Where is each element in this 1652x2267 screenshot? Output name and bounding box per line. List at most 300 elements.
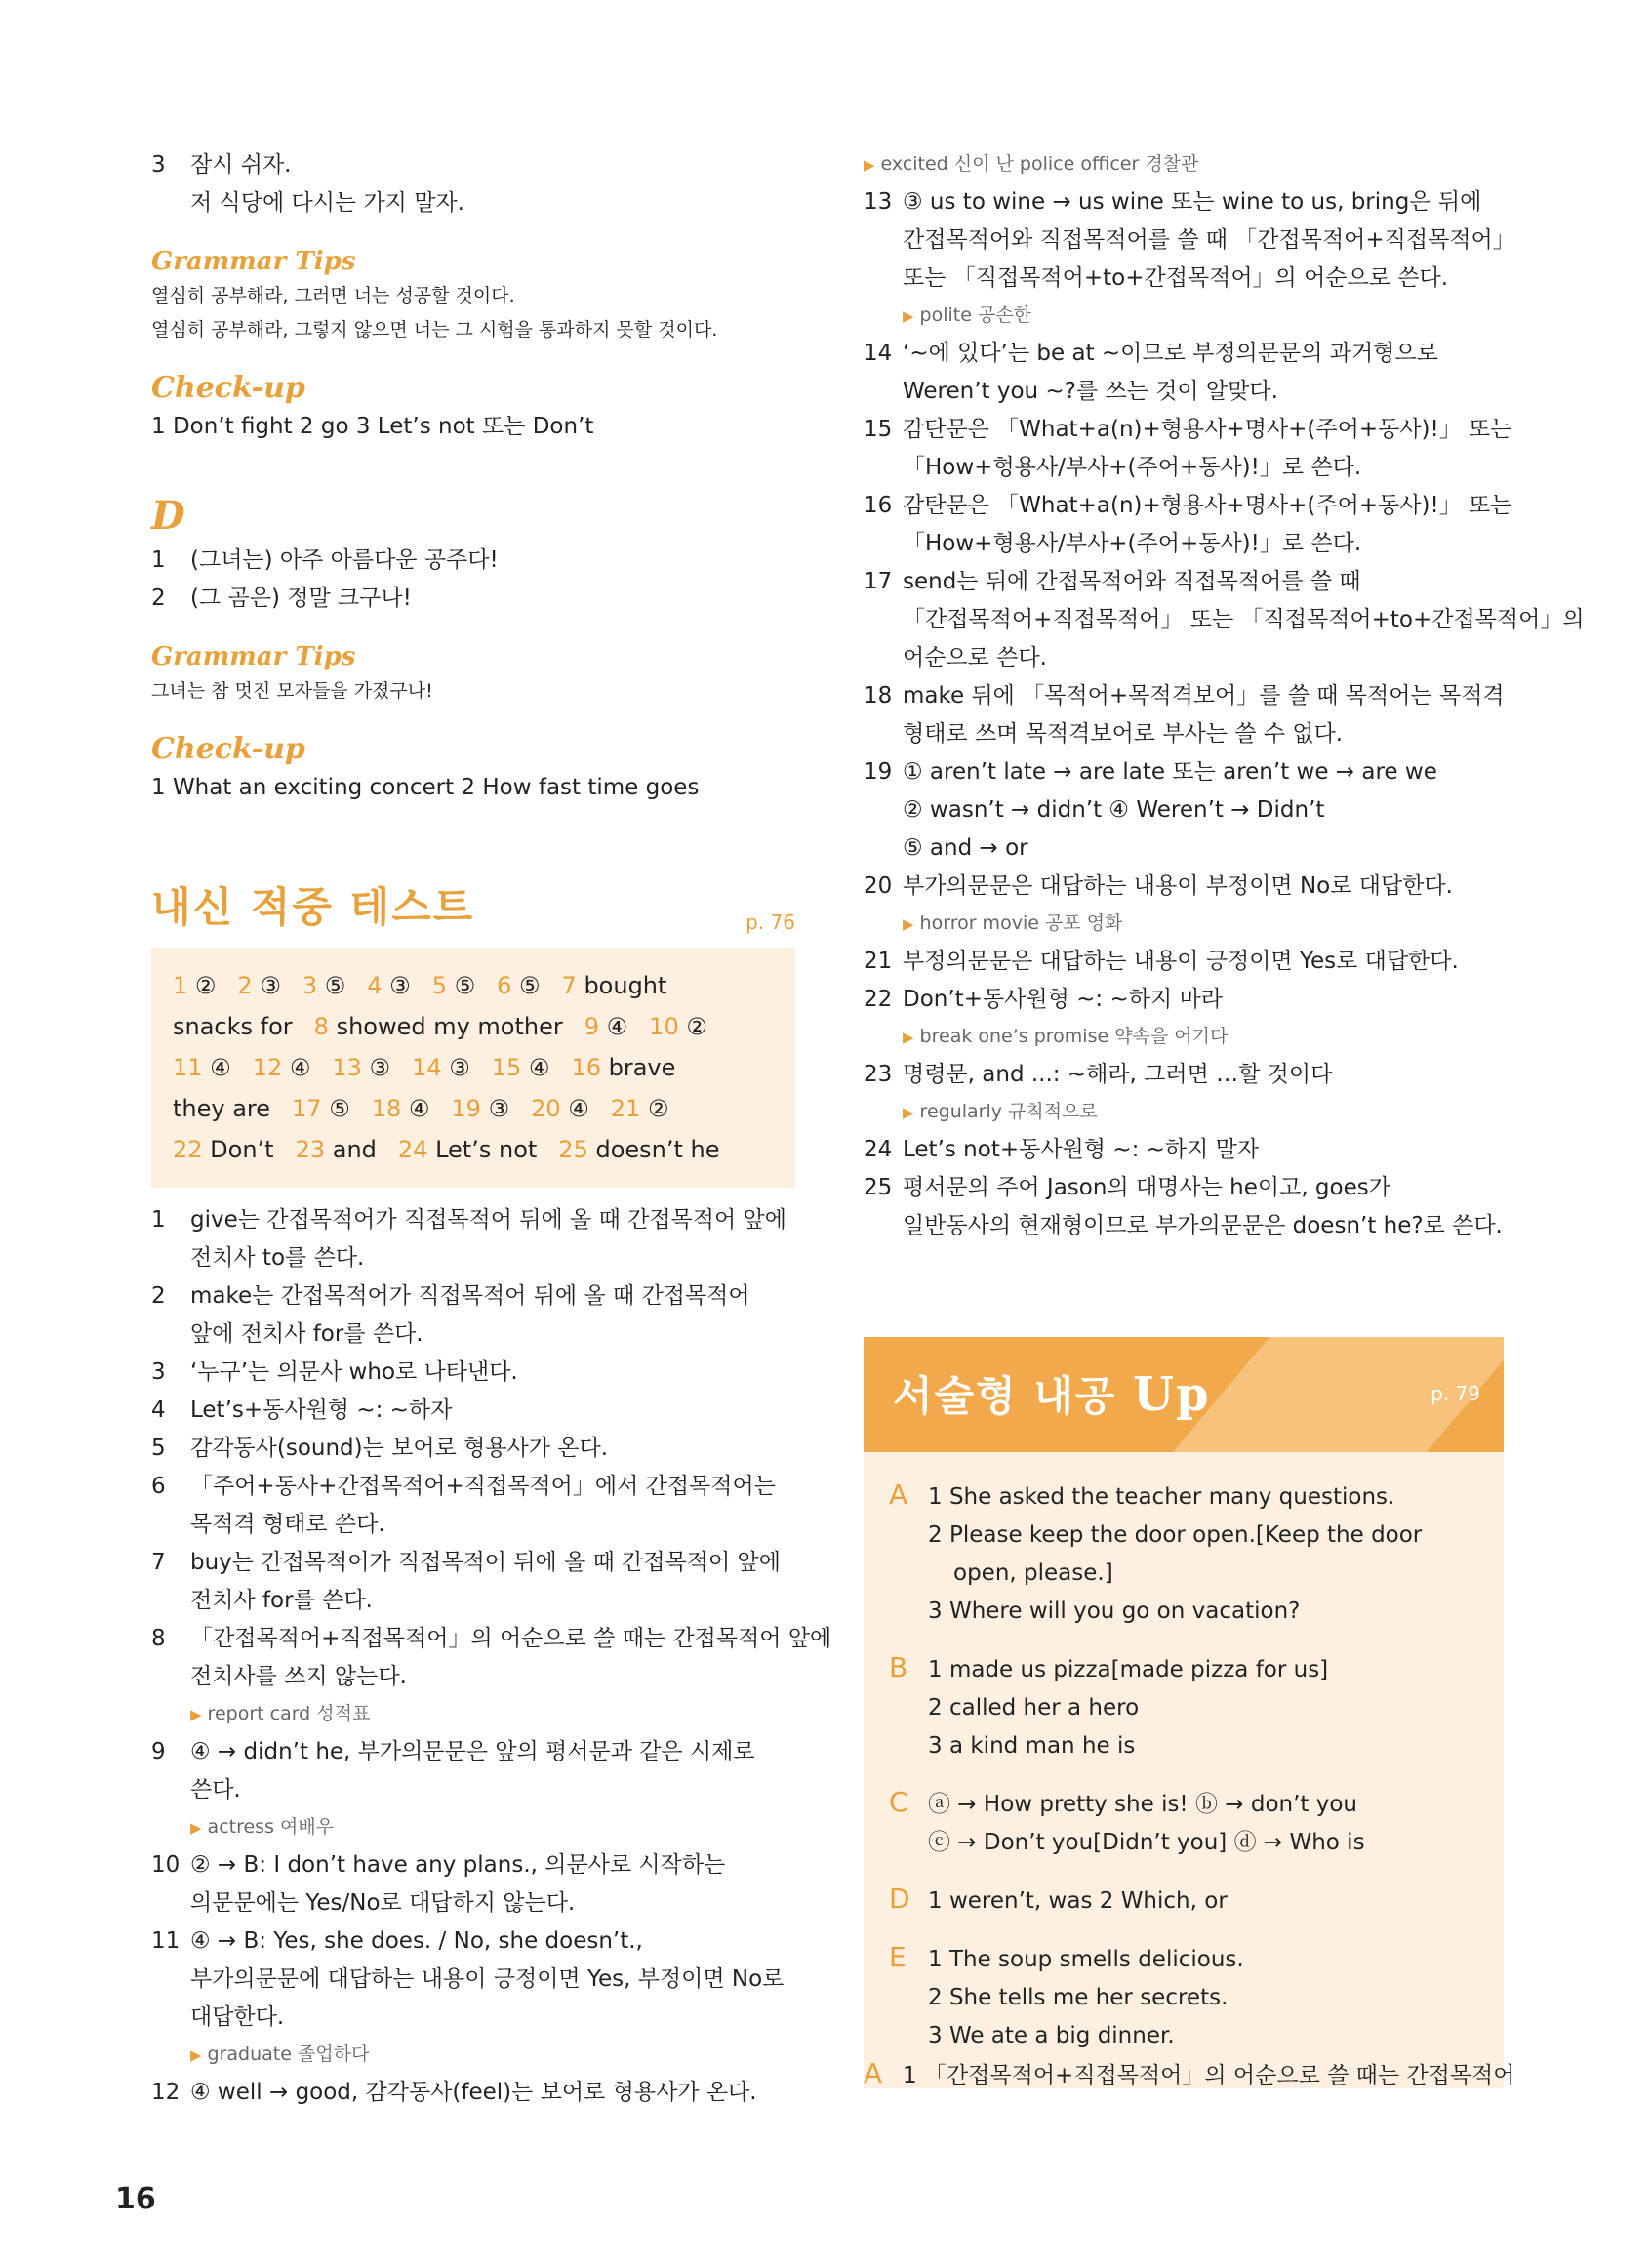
explanation-line bbox=[864, 525, 1508, 563]
item-text: Weren’t you ~?를 쓰는 것이 알맞다. bbox=[903, 379, 1278, 404]
item-text: 「How+형용사/부사+(주어+동사)!」로 쓴다. bbox=[903, 531, 1362, 556]
box-text: Please keep the door open.[Keep the door bbox=[948, 1522, 1423, 1548]
box-num: 3 bbox=[928, 1733, 949, 1759]
checkup-d-answers: 1 What an exciting concert 2 How fast time goes bbox=[151, 775, 700, 800]
item-text: 감탄문은 「What+a(n)+형용사+명사+(주어+동사)!」 또는 bbox=[903, 417, 1512, 442]
list-item bbox=[151, 146, 795, 184]
answer-value: ② bbox=[647, 1095, 669, 1122]
explanation-line bbox=[151, 1771, 795, 1809]
explanation-line bbox=[864, 677, 1508, 715]
item-text: ② wasn’t → didn’t ④ Weren’t → Didn’t bbox=[903, 797, 1325, 823]
answer-value: they are bbox=[173, 1095, 271, 1122]
explanation-line bbox=[864, 639, 1508, 677]
explanation-line bbox=[864, 715, 1508, 753]
item-number: 4 bbox=[151, 1397, 166, 1423]
box-group bbox=[889, 1880, 1478, 1921]
item-text: make 뒤에 「목적어+목적격보어」를 쓸 때 목적어는 목적격 bbox=[903, 683, 1505, 708]
note-text: break one’s promise 약속을 어기다 bbox=[919, 1026, 1229, 1047]
answer-cell bbox=[173, 1013, 293, 1040]
item-text: buy는 간접목적어가 직접목적어 뒤에 올 때 간접목적어 앞에 bbox=[190, 1550, 781, 1575]
grammar-tips-heading: Grammar Tips bbox=[151, 247, 356, 276]
left-explanations bbox=[151, 1201, 832, 2112]
answer-cell bbox=[584, 1013, 627, 1040]
item-text: 앞에 전치사 for를 쓴다. bbox=[190, 1321, 423, 1347]
note-text: report card 성적표 bbox=[207, 1703, 371, 1724]
explanation-line bbox=[864, 943, 1508, 981]
triangle-icon: ▶ bbox=[190, 1706, 202, 1723]
answer-cell bbox=[302, 972, 345, 999]
box-num: 2 bbox=[928, 1985, 949, 2010]
tip-line: 열심히 공부해라, 그러면 너는 성공할 것이다. bbox=[151, 285, 515, 306]
explanation-line bbox=[151, 1733, 795, 1771]
box-num: 1 bbox=[928, 1888, 949, 1914]
answer-number: 21 bbox=[610, 1095, 648, 1122]
box-num: 1 bbox=[928, 1657, 949, 1682]
triangle-icon: ▶ bbox=[190, 1819, 202, 1837]
box-text: The soup smells delicious. bbox=[948, 1947, 1244, 1972]
explanation-line bbox=[151, 1201, 795, 1239]
triangle-icon: ▶ bbox=[903, 1104, 914, 1121]
box-text: ⓒ → Don’t you[Didn’t you] ⓓ → Who is bbox=[928, 1830, 1365, 1855]
answer-value: and bbox=[332, 1136, 377, 1163]
item-text: 전치사 for를 쓴다. bbox=[190, 1588, 373, 1613]
vocab-note bbox=[151, 1696, 795, 1733]
item-text: 평서문의 주어 Jason의 대명사는 he이고, goes가 bbox=[903, 1175, 1390, 1200]
answer-number: 2 bbox=[237, 972, 261, 999]
section-d-heading: D bbox=[151, 493, 185, 539]
answer-cell bbox=[173, 1136, 274, 1163]
answer-number: 23 bbox=[295, 1136, 333, 1163]
item-text: ‘누구’는 의문사 who로 나타낸다. bbox=[190, 1359, 518, 1385]
answer-number: 18 bbox=[371, 1095, 409, 1122]
answer-number: 10 bbox=[649, 1013, 687, 1040]
answer-cell bbox=[571, 1054, 675, 1081]
explanation-line bbox=[864, 183, 1508, 222]
explanation-line bbox=[151, 2074, 795, 2112]
answer-row bbox=[173, 1129, 774, 1170]
item-text: 부가의문문에 대답하는 내용이 긍정이면 Yes, 부정이면 No로 bbox=[190, 1966, 785, 1992]
item-text: (그 곰은) 정말 크구나! bbox=[190, 586, 412, 611]
box-text: made us pizza[made pizza for us] bbox=[948, 1657, 1329, 1682]
checkup-heading-d: Check-up bbox=[151, 732, 305, 766]
answer-cell bbox=[649, 1013, 707, 1040]
explanation-line bbox=[864, 830, 1508, 868]
answer-cell bbox=[398, 1136, 537, 1163]
triangle-icon: ▶ bbox=[190, 2046, 202, 2064]
box-line bbox=[889, 1880, 1478, 1921]
explanation-line bbox=[151, 1544, 795, 1582]
item-number: 14 bbox=[864, 341, 893, 366]
checkup-c-answers: 1 Don’t fight 2 go 3 Let’s not 또는 Don’t bbox=[151, 414, 594, 439]
box-line bbox=[889, 1727, 1478, 1765]
left-column bbox=[151, 146, 832, 2112]
item-number: 1 bbox=[151, 547, 166, 573]
box-num: 2 bbox=[928, 1695, 949, 1720]
grammar-tips-heading-d: Grammar Tips bbox=[151, 642, 356, 671]
explanation-line bbox=[151, 1316, 795, 1354]
item-text: Let’s not+동사원형 ~: ~하지 말자 bbox=[903, 1137, 1260, 1162]
box-line bbox=[889, 1979, 1478, 2017]
vocab-note bbox=[151, 2037, 795, 2074]
explanation-line bbox=[864, 222, 1515, 260]
item-text: 잠시 쉬자. bbox=[190, 152, 292, 178]
box-text: a kind man he is bbox=[948, 1733, 1136, 1759]
box-text: ⓐ → How pretty she is! ⓑ → don’t you bbox=[928, 1792, 1358, 1817]
item-text: 「간접목적어+직접목적어」 또는 「직접목적어+to+간접목적어」의 bbox=[903, 607, 1585, 632]
item-number: 5 bbox=[151, 1436, 166, 1461]
vocab-note bbox=[864, 906, 1508, 943]
item-text: ⑤ and → or bbox=[903, 835, 1028, 861]
box-group bbox=[889, 1783, 1478, 1862]
group-letter: B bbox=[889, 1651, 908, 1683]
item-text: ④ → didn’t he, 부가의문문은 앞의 평서문과 같은 시제로 bbox=[190, 1739, 755, 1764]
explanation-line bbox=[864, 981, 1508, 1019]
box-num: 2 bbox=[928, 1522, 949, 1548]
item-text: 간접목적어와 직접목적어를 쓸 때 「간접목적어+직접목적어」 bbox=[903, 227, 1515, 253]
answer-cell bbox=[332, 1054, 390, 1081]
answer-value: ④ bbox=[528, 1054, 550, 1081]
grammar-tips-d bbox=[151, 674, 795, 708]
answer-cell bbox=[562, 972, 667, 999]
explanation-line bbox=[864, 260, 1508, 298]
answer-number: 14 bbox=[412, 1054, 450, 1081]
explanation-line bbox=[864, 601, 1585, 639]
vocab-note bbox=[151, 1809, 795, 1846]
explanation-line bbox=[864, 563, 1508, 601]
explanation-line bbox=[864, 1169, 1508, 1207]
note-text: horror movie 공포 영화 bbox=[919, 912, 1123, 934]
item-text: 전치사 to를 쓴다. bbox=[190, 1245, 365, 1271]
note-text: graduate 졸업하다 bbox=[207, 2044, 370, 2065]
answer-number: 25 bbox=[558, 1136, 596, 1163]
item-text: 목적격 형태로 쓴다. bbox=[190, 1512, 385, 1537]
answer-cell bbox=[558, 1136, 719, 1163]
answer-number: 15 bbox=[491, 1054, 529, 1081]
box-text: She tells me her secrets. bbox=[948, 1985, 1229, 2010]
list-item bbox=[151, 542, 795, 580]
box-num: 1 bbox=[928, 1484, 949, 1510]
answer-value: ③ bbox=[488, 1095, 510, 1122]
explanation-line bbox=[151, 1277, 795, 1316]
item-number: 23 bbox=[864, 1062, 893, 1087]
answer-cell bbox=[173, 1054, 231, 1081]
item-text: send는 뒤에 간접목적어와 직접목적어를 쓸 때 bbox=[903, 569, 1361, 594]
item-text: 명령문, and ...: ~해라, 그러면 …할 것이다 bbox=[903, 1062, 1333, 1087]
group-letter: C bbox=[889, 1786, 908, 1818]
item-number: 16 bbox=[864, 493, 893, 518]
answer-cell bbox=[531, 1095, 589, 1122]
answer-value: ④ bbox=[210, 1054, 231, 1081]
answer-number: 11 bbox=[173, 1054, 211, 1081]
answer-number: 6 bbox=[497, 972, 520, 999]
item-text: 부가의문문은 대답하는 내용이 부정이면 No로 대답한다. bbox=[903, 873, 1453, 899]
group-letter: E bbox=[889, 1941, 907, 1973]
box-line bbox=[889, 2017, 1478, 2055]
vocab-note bbox=[864, 298, 1508, 335]
grammar-tips-c bbox=[151, 279, 795, 347]
answer-cell bbox=[314, 1013, 563, 1040]
box-line bbox=[889, 1593, 1478, 1631]
item-number: 25 bbox=[864, 1175, 893, 1200]
answer-row bbox=[173, 1006, 774, 1047]
answer-number: 12 bbox=[252, 1054, 290, 1081]
explanation-line bbox=[864, 335, 1508, 373]
triangle-icon: ▶ bbox=[864, 156, 875, 174]
item-text: Let’s+동사원형 ~: ~하자 bbox=[190, 1397, 453, 1423]
box-line bbox=[889, 1648, 1478, 1689]
item-text: 형태로 쓰며 목적격보어로 부사는 쓸 수 없다. bbox=[903, 721, 1344, 747]
answer-value: Don’t bbox=[210, 1136, 274, 1163]
item-text: ④ well → good, 감각동사(feel)는 보어로 형용사가 온다. bbox=[190, 2080, 757, 2105]
right-explanations bbox=[864, 183, 1585, 1245]
answer-number: 20 bbox=[531, 1095, 569, 1122]
group-letter: A bbox=[889, 1478, 908, 1511]
item-number: 18 bbox=[864, 683, 893, 708]
answer-cell bbox=[372, 1095, 430, 1122]
item-text: 「간접목적어+직접목적어」의 어순으로 쓸 때는 간접목적어 앞에 bbox=[190, 1626, 832, 1651]
explanation-line bbox=[864, 1207, 1508, 1245]
answer-value: Let’s not bbox=[435, 1136, 538, 1163]
answer-cell bbox=[497, 972, 540, 999]
checkup-heading: Check-up bbox=[151, 371, 305, 405]
box-text: open, please.] bbox=[953, 1560, 1113, 1586]
explanation-line bbox=[151, 1846, 795, 1884]
box-body bbox=[864, 1452, 1504, 2088]
tip-line: 그녀는 참 멋진 모자들을 가졌구나! bbox=[151, 680, 433, 702]
explanation-line bbox=[864, 449, 1508, 487]
answer-cell bbox=[296, 1136, 377, 1163]
item-number: 19 bbox=[864, 759, 893, 785]
item-text: (그녀는) 아주 아름다운 공주다! bbox=[190, 547, 499, 573]
item-number: 8 bbox=[151, 1626, 166, 1651]
item-text: 저 식당에 다시는 가지 말자. bbox=[190, 190, 464, 216]
section-c-tail bbox=[151, 146, 795, 223]
answer-value: brave bbox=[608, 1054, 676, 1081]
explanation-line bbox=[151, 1392, 795, 1430]
item-number: 10 bbox=[151, 1852, 181, 1878]
box-line bbox=[889, 1689, 1478, 1727]
explanation-line bbox=[151, 1884, 795, 1923]
answer-value: ④ bbox=[568, 1095, 589, 1122]
item-text: ③ us to wine → us wine 또는 wine to us, bring은 뒤에 bbox=[903, 189, 1482, 215]
answer-value: ⑤ bbox=[329, 1095, 350, 1122]
item-text: 「How+형용사/부사+(주어+동사)!」로 쓴다. bbox=[903, 455, 1362, 480]
answer-number: 1 bbox=[173, 972, 195, 999]
explanation-line bbox=[151, 1354, 795, 1392]
answer-value: ⑤ bbox=[454, 972, 476, 999]
item-text: 감각동사(sound)는 보어로 형용사가 온다. bbox=[190, 1436, 609, 1461]
item-number: 13 bbox=[864, 189, 893, 215]
explanation-line bbox=[864, 373, 1508, 411]
item-text: ① aren’t late → are late 또는 aren’t we → are we bbox=[903, 759, 1437, 785]
item-number: 11 bbox=[151, 1928, 181, 1954]
item-number: 9 bbox=[151, 1739, 166, 1764]
box-header bbox=[864, 1337, 1504, 1452]
item-number: 2 bbox=[151, 586, 166, 611]
answer-row bbox=[173, 1047, 774, 1088]
answer-cell bbox=[237, 972, 280, 999]
item-text: 감탄문은 「What+a(n)+형용사+명사+(주어+동사)!」 또는 bbox=[903, 493, 1512, 518]
item-number: 6 bbox=[151, 1474, 166, 1499]
right-column bbox=[864, 146, 1585, 1245]
answer-cell bbox=[432, 972, 475, 999]
explanation-line bbox=[151, 1239, 795, 1277]
answer-value: ③ bbox=[449, 1054, 470, 1081]
vocab-note bbox=[864, 1094, 1508, 1131]
answer-cell bbox=[253, 1054, 311, 1081]
item-text: ② → B: I don’t have any plans., 의문사로 시작하는 bbox=[190, 1852, 726, 1878]
item-text: 어순으로 쓴다. bbox=[903, 645, 1047, 670]
answer-cell bbox=[412, 1054, 470, 1081]
item-text: Don’t+동사원형 ~: ~하지 마라 bbox=[903, 987, 1223, 1012]
answer-cell bbox=[492, 1054, 550, 1081]
note-text: polite 공손한 bbox=[919, 304, 1032, 326]
answer-value: doesn’t he bbox=[595, 1136, 720, 1163]
item-number: 7 bbox=[151, 1550, 166, 1575]
answer-cell bbox=[173, 972, 216, 999]
box-text: weren’t, was 2 Which, or bbox=[948, 1888, 1228, 1914]
footer-answer: A 1 「간접목적어+직접목적어」의 어순으로 쓸 때는 간접목적어 bbox=[864, 2057, 1515, 2089]
answer-number: 5 bbox=[431, 972, 455, 999]
item-text: 대답한다. bbox=[190, 2004, 285, 2030]
answer-value: ③ bbox=[389, 972, 411, 999]
answer-value: ③ bbox=[369, 1054, 391, 1081]
explanation-line bbox=[151, 1658, 795, 1696]
test-title: 내신 적중 테스트 bbox=[151, 883, 475, 931]
item-number: 15 bbox=[864, 417, 893, 442]
triangle-icon: ▶ bbox=[903, 307, 914, 325]
item-text: ‘~에 있다’는 be at ~이므로 부정의문문의 과거형으로 bbox=[903, 341, 1438, 366]
box-page-ref: p. 79 bbox=[1430, 1382, 1480, 1405]
answer-row bbox=[173, 965, 774, 1006]
answer-cell bbox=[611, 1095, 669, 1122]
tip-line: 열심히 공부해라, 그렇지 않으면 너는 그 시험을 통과하지 못할 것이다. bbox=[151, 319, 718, 341]
explanation-line bbox=[151, 1582, 795, 1620]
triangle-icon: ▶ bbox=[903, 915, 914, 933]
explanation-line bbox=[864, 487, 1512, 525]
explanation-line bbox=[151, 1468, 795, 1506]
answer-number: 24 bbox=[397, 1136, 436, 1163]
item-text: 쓴다. bbox=[190, 1777, 241, 1802]
box-line bbox=[889, 1938, 1478, 1979]
answer-number: 22 bbox=[173, 1136, 211, 1163]
item-number: 17 bbox=[864, 569, 893, 594]
answer-number: 3 bbox=[302, 972, 325, 999]
answer-value: ⑤ bbox=[324, 972, 346, 999]
note-text: regularly 규칙적으로 bbox=[919, 1101, 1098, 1122]
explanation-line bbox=[864, 1131, 1508, 1169]
note-text: actress 여배우 bbox=[207, 1816, 335, 1838]
explanation-line bbox=[151, 1961, 795, 1999]
answer-value: ④ bbox=[606, 1013, 628, 1040]
item-text: ④ → B: Yes, she does. / No, she doesn’t., bbox=[190, 1928, 643, 1954]
section-d-items bbox=[151, 542, 795, 618]
answer-value: bought bbox=[584, 972, 667, 999]
explanation-line bbox=[864, 1056, 1508, 1094]
box-group bbox=[889, 1476, 1478, 1631]
item-number: 20 bbox=[864, 873, 893, 899]
answer-row bbox=[173, 1088, 774, 1129]
item-text: 또는 「직접목적어+to+간접목적어」의 어순으로 쓴다. bbox=[903, 265, 1449, 291]
item-number: 3 bbox=[151, 1359, 166, 1385]
item-text: 전치사를 쓰지 않는다. bbox=[190, 1664, 407, 1689]
test-page-ref: p. 76 bbox=[745, 911, 795, 934]
box-text: Where will you go on vacation? bbox=[948, 1599, 1301, 1624]
explanation-line bbox=[864, 411, 1512, 449]
test-header bbox=[151, 875, 795, 934]
box-line bbox=[889, 1476, 1478, 1517]
explanation-line bbox=[151, 1999, 795, 2037]
explanation-line bbox=[864, 791, 1508, 830]
vocab-note bbox=[864, 1019, 1508, 1056]
answer-value: ② bbox=[194, 972, 217, 999]
box-line bbox=[889, 1824, 1478, 1862]
box-group bbox=[889, 1648, 1478, 1765]
item-number: 21 bbox=[864, 949, 893, 974]
explanation-line bbox=[151, 1506, 795, 1544]
answer-value: ③ bbox=[260, 972, 281, 999]
answer-number: 16 bbox=[571, 1054, 609, 1081]
item-text: 의문문에는 Yes/No로 대답하지 않는다. bbox=[190, 1890, 576, 1916]
answer-number: 4 bbox=[367, 972, 390, 999]
answer-number: 19 bbox=[451, 1095, 489, 1122]
box-text: She asked the teacher many questions. bbox=[948, 1484, 1395, 1510]
answer-value: ④ bbox=[408, 1095, 430, 1122]
explanation-line bbox=[864, 868, 1508, 906]
answer-number: 13 bbox=[332, 1054, 370, 1081]
item-number: 3 bbox=[151, 152, 166, 178]
group-letter: D bbox=[889, 1882, 910, 1915]
box-num: 3 bbox=[928, 2023, 949, 2048]
answer-key-box bbox=[151, 948, 795, 1188]
answer-number: 17 bbox=[292, 1095, 330, 1122]
item-number: 22 bbox=[864, 987, 893, 1012]
list-item bbox=[151, 580, 795, 618]
triangle-icon: ▶ bbox=[903, 1029, 914, 1046]
answer-value: ⑤ bbox=[519, 972, 541, 999]
list-item bbox=[151, 184, 795, 223]
answer-value: snacks for bbox=[173, 1013, 293, 1040]
box-text: called her a hero bbox=[948, 1695, 1140, 1720]
answer-number: 7 bbox=[561, 972, 584, 999]
item-number: 2 bbox=[151, 1283, 166, 1309]
answer-number: 8 bbox=[313, 1013, 337, 1040]
explanation-line bbox=[151, 1430, 795, 1468]
box-group bbox=[889, 1938, 1478, 2055]
answer-cell bbox=[292, 1095, 350, 1122]
item-text: make는 간접목적어가 직접목적어 뒤에 올 때 간접목적어 bbox=[190, 1283, 750, 1309]
item-number: 1 bbox=[151, 1207, 166, 1233]
answer-value: ② bbox=[686, 1013, 707, 1040]
answer-cell bbox=[173, 1095, 270, 1122]
answer-value: ④ bbox=[289, 1054, 311, 1081]
box-num: 3 bbox=[928, 1599, 949, 1624]
item-number: 24 bbox=[864, 1137, 893, 1162]
box-num: 1 bbox=[928, 1947, 949, 1972]
box-title: 서술형 내공 Up bbox=[893, 1367, 1211, 1422]
explanation-line bbox=[151, 1620, 832, 1658]
item-number: 12 bbox=[151, 2080, 181, 2105]
box-text: We ate a big dinner. bbox=[948, 2023, 1175, 2048]
explanation-line bbox=[864, 753, 1508, 791]
page-number: 16 bbox=[115, 2182, 156, 2216]
answer-cell bbox=[451, 1095, 509, 1122]
item-text: 「주어+동사+간접목적어+직접목적어」에서 간접목적어는 bbox=[190, 1474, 776, 1499]
item-text: 부정의문문은 대답하는 내용이 긍정이면 Yes로 대답한다. bbox=[903, 949, 1459, 974]
item-text: give는 간접목적어가 직접목적어 뒤에 올 때 간접목적어 앞에 bbox=[190, 1207, 786, 1233]
box-line bbox=[889, 1783, 1478, 1824]
box-line bbox=[889, 1555, 1478, 1593]
